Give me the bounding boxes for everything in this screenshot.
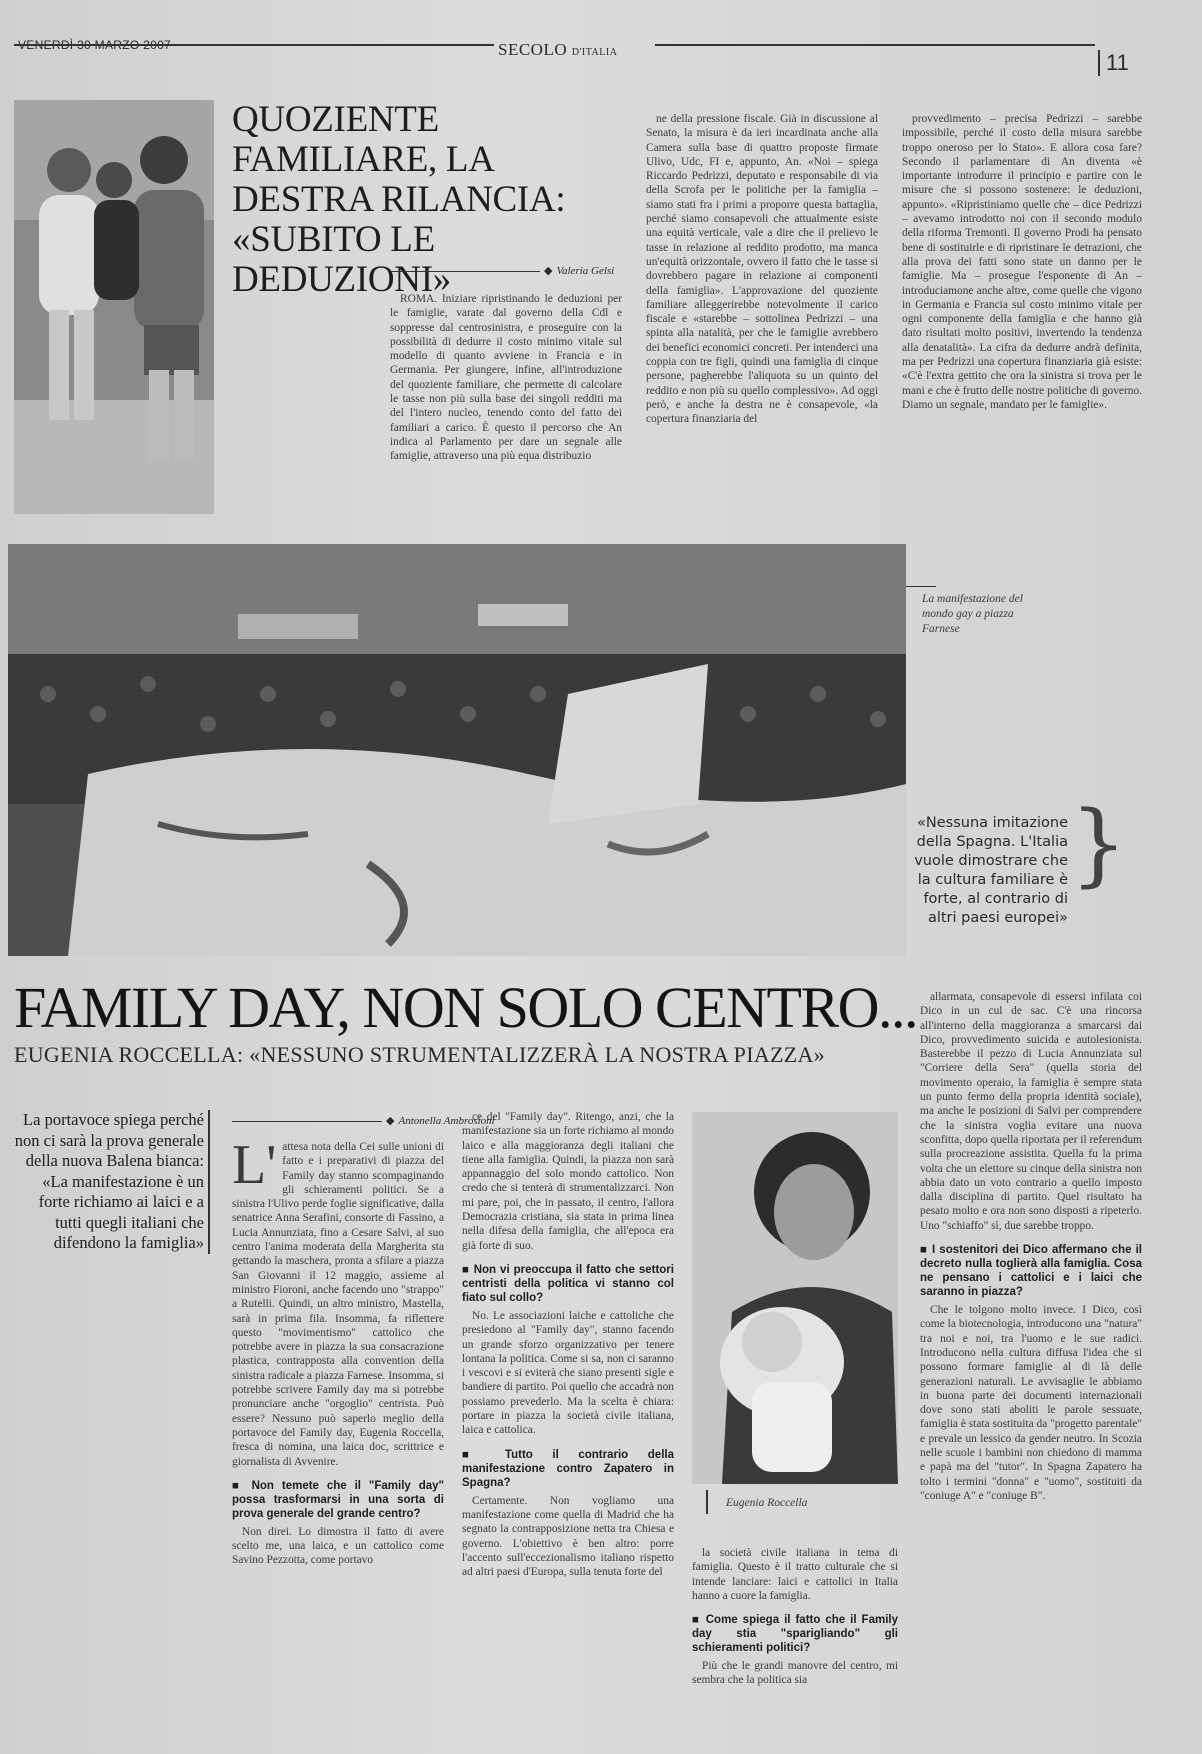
roccella-photo-caption: Eugenia Roccella xyxy=(726,1497,808,1509)
top-article-column-3 xyxy=(902,112,1142,514)
summary-box xyxy=(14,1110,210,1254)
answer-1: Non direi. Lo dimostra il fatto di avere scelto me, una laica, e un cattolico come Savino Pezzotta, come portavo xyxy=(232,1525,444,1567)
crowd-photo xyxy=(8,544,906,956)
top-article-text-1: ROMA. Iniziare ripristinando le deduzioni per le famiglie, varate dal governo della Cdl e soppresse dal centrosinistra, e proseguire con la possibilità di dedurre il costo minimo vitale sul modello di quanto avviene in Francia e in Germania. Per giungere, infine, all'introduzione del quoziente familiare, che permette di calcolare le tasse non più sulla base dei singoli redditi ma del l'intero nucleo, tenendo conto del fatto dei familiari a carico. È questo il percorso che An indica al Parlamento per dare un segnale alle famiglie, attraverso una più equa distribuzio xyxy=(390,293,622,463)
masthead-title: SECOLO xyxy=(498,40,568,59)
top-headline: QUOZIENTE FAMILIARE, LA DESTRA RILANCIA: «SUBITO LE DEDUZIONI» xyxy=(232,99,566,300)
crowd-photo-caption: La manifestazione del mondo gay a piazza Farnese xyxy=(922,593,1023,635)
pull-quote: «Nessuna imitazione della Spagna. L'Italia vuole dimostrare che la cultura familiare è forte, al contrario di altri paesi europei» xyxy=(914,815,1068,926)
main-subheadline: EUGENIA ROCCELLA: «NESSUNO STRUMENTALIZZERÀ LA NOSTRA PIAZZA» xyxy=(14,1042,825,1067)
answer-5: Che le tolgono molto invece. I Dico, così come la biotecnologia, introducono una "natura" tra noi e noi, tra l'uomo e le sue radici. Introducono nella cultura diffusa l'idea che si possono formare famiglie al di là delle generazioni naturali. Le avvisaglie le abbiamo in buona parte dei documenti internazionali dove sono stati aboliti le parole sessuate, famiglia è stata sostituita da "progetto parentale" e prevale un lessico da gender neutro. In Scozia nelle scuole i bambini non chiedono di mamma e papà ma del "tutor". In Spagna Zapatero ha tolto i termini "donna" e "uomo", sostituiti da "coniuge A" e "coniuge B". xyxy=(920,1304,1142,1502)
top-article-text-2: ne della pressione fiscale. Già in discussione al Senato, la misura è da ieri incardinata anche alla Camera sulla base di quattro proposte firmate Ulivo, Udc, FI e, appunto, An. «Noi – spiega Riccardo Pedrizzi, deputato e responsabile di via della Scrofa per le politiche per la famiglia – siamo stati fra i primi a proporre questa battaglia, perché siamo consapevoli che attualmente esiste una equità verticale, vale a dire che il prelievo le tasse in relazione al reddito prodotto, ma manca un'equità orizzontale, ovvero il fatto che le tasse si dovrebbero pagare in relazione ai componenti della famiglia». L'approvazione del quoziente familiare alleggerirebbe notevolmente il carico fiscale e «starebbe – sottolinea Pedrizzi – una spinta alla natalità, per che le famiglie avrebbero dei benefici economici concreti. Per intenderci una coppia con tre figli, quindi una famiglia di cinque persone, pagherebbe l'aliquota su un quinto del reddito e non più su quello complessivo». Ad oggi però, e anche la destra ne è consapevole, «la copertura finanziaria del xyxy=(646,113,878,426)
main-column-1 xyxy=(232,1140,444,1740)
family-photo xyxy=(14,100,214,514)
main-text-2: ce del "Family day". Ritengo, anzi, che la manifestazione sia un forte richiamo al mondo laico e alla maggioranza degli italiani che tiene alla famiglia. Quindi, la piazza non sarà appannaggio del solo mondo cattolico. Non credo che si tenterà di strumentalizzarci. Non mi pare, poi, che in passato, il centro, l'allora Democrazia cristiana, sia stata in prima linea nella difesa della famiglia, che all'epoca era già forte di suo. xyxy=(462,1111,674,1252)
top-article-text-3: provvedimento – precisa Pedrizzi – sarebbe impossibile, perché il costo della misura sarebbe troppo oneroso per lo Stato». E allora cosa fare? Secondo il parlamentare di An diventa «è importante introdurre il principio e partire con le misure che si possono sostenere: le deduzioni, appunto». «Ripristiniamo quelle che – dice Pedrizzi – avevamo introdotto noi con il secondo modulo della riforma Tremonti. Il governo Prodi ha pensato bene di sostituirle e di ripristinare le detrazioni, che alla prova dei fatti sono state un danno per le famiglie. Ma – prosegue l'esponente di An – introduciamone anche altre, come quelle che vigono in Germania e Francia sul costo minimo vitale per ogni componente della famiglia e che hanno già dato risultati molto positivi, invertendo la tendenza alla denatalità». La cifra da dedurre andrà definita, ma per Pedrizzi una copertura finanziaria già esiste: «C'è l'extra gettito che ora la sinistra si trova per le mani e che è frutto delle nostre politiche di governo. Diamo un segnale, mandato per le famiglie». xyxy=(902,113,1142,411)
drop-cap: L' xyxy=(232,1140,277,1196)
top-article-column-1 xyxy=(390,292,622,514)
main-headline: FAMILY DAY, NON SOLO CENTRO... xyxy=(14,975,918,1040)
main-column-3 xyxy=(692,1546,898,1740)
caption-rule xyxy=(906,586,936,587)
main-text-4: allarmata, consapevole di essersi infilata coi Dico in un cul de sac. C'è una rincorsa all'interno della maggioranza a smarcarsi dai Dico, provvedimento suicida e autolesionista. Basterebbe il pezzo di Lucia Annunziata sul "Corriere della Sera" (quella storia del movimento operaio, la famiglia è sempre stata un punto fermo della propria identità sociale), ma anche le posizioni di Salvi per comprendere che la sinistra voglia evitare una nuova sconfitta, dopo quella riportata per il referendum sulla procreazione assistita. Quella fu la prima volta che un elettore su cinque della sinistra non abbia dato un voto contrario a quello imposto dalla disciplina di partito. Quel risultato ha pesato molto e ora non sono disposti a ripeterlo. Uno "schiaffo" sì, due sarebbe troppo. xyxy=(920,991,1142,1232)
main-byline: ◆ Antonella Ambrosioni xyxy=(232,1114,495,1127)
question-1-text: Non temete che il "Family day" possa trasformarsi in una sorta di prova generale del grande centro? xyxy=(232,1479,444,1520)
question-2: ■ Non vi preoccupa il fatto che settori centristi della politica vi stanno col fiato sul collo? xyxy=(462,1263,674,1304)
masthead xyxy=(498,40,617,60)
answer-3: Certamente. Non vogliamo una manifestazione come quella di Madrid che ha segnato la contrapposizione netta tra Chiesa e governo. L'obiettivo è ben altro: porre l'accento sull'eccezionalismo italiano rispetto ad altri paesi d'Europa, sulla tenuta forte del xyxy=(462,1494,674,1579)
main-column-2 xyxy=(462,1110,674,1740)
pull-quote-brace: } xyxy=(1070,792,1128,897)
question-1: ■ Non temete che il "Family day" possa trasformarsi in una sorta di prova generale del grande centro? xyxy=(232,1479,444,1520)
question-4: ■ Come spiega il fatto che il Family day stia "sparigliando" gli schieramenti politici? xyxy=(692,1614,898,1655)
page-number: 11 xyxy=(1098,50,1129,76)
question-2-text: Non vi preoccupa il fatto che settori centristi della politica vi stanno col fiato sul collo? xyxy=(462,1263,674,1304)
main-text-3: la società civile italiana in tema di famiglia. Questo è il tratto culturale che si intende lanciare: laici e cattolici in Italia hanno a cuore la famiglia. xyxy=(692,1547,898,1602)
main-byline-author: Antonella Ambrosioni xyxy=(398,1115,495,1127)
answer-2: No. Le associazioni laiche e cattoliche che presiedono al "Family day", stanno facendo un grande sforzo organizzativo per tenere lontana la politica. Come si sa, non ci saranno i vescovi e si eviterà che siano presenti sigle e bandiere di partito. Poi quello che accadrà non possiamo prevederlo. Ma la scelta è chiara: portare in piazza la società civile italiana, laica e cattolica. xyxy=(462,1309,674,1437)
top-byline: ◆ Valeria Gelsi xyxy=(390,264,614,277)
question-3: ■ Tutto il contrario della manifestazione contro Zapatero in Spagna? xyxy=(462,1448,674,1489)
header-rule-right xyxy=(655,44,1095,46)
photo-caption-rule xyxy=(706,1490,708,1514)
question-5-text: I sostenitori dei Dico affermano che il decreto nulla toglierà alla famiglia. Cosa ne pensano i cattolici e i laici che saranno in piazza? xyxy=(920,1244,1142,1299)
answer-4: Più che le grandi manovre del centro, mi sembra che la politica sia xyxy=(692,1660,898,1687)
top-byline-author: Valeria Gelsi xyxy=(556,265,615,277)
top-article-column-2 xyxy=(646,112,878,514)
question-3-text: Tutto il contrario della manifestazione contro Zapatero in Spagna? xyxy=(462,1448,674,1489)
main-text-1: attesa nota della Cei sulle unioni di fatto e i preparativi di piazza del Family day stanno scompaginando gli schieramenti politici. Se a sinistra l'Ulivo perde foglie significative, dalla senatrice Anna Serafini, consorte di Fassino, a Lucia Annunziata, fino a Cesare Salvi, al suo centro l'anima moderata della Margherita sta gettando la maschera, pronta a sfilare a piazza San Giovanni il 12 maggio, assieme al ministro Fioroni, anche facendo uno "strappo" a Rutelli. Quindi, un altro ministro, Mastella, sarà in prima fila. Insomma, fa riflettere questo "movimentismo" cattolico che potrebbe avere in piazza la sua consacrazione plastica, contrapposta alla convention della sinistra radicale a piazza Farnese. Insomma, si potrebbe scrivere Family day ma si potrebbe pronunciare anche "orgoglio" centrista. Può essere? Nessuno può saperlo meglio della portavoce del Family day, Eugenia Roccella, fresca di nomina, una laica doc, scrittrice e giornalista di Avvenire. xyxy=(232,1141,444,1468)
main-column-4 xyxy=(920,990,1142,1740)
question-4-text: Come spiega il fatto che il Family day stia "sparigliando" gli schieramenti politici? xyxy=(692,1614,898,1655)
masthead-subtitle: D'ITALIA xyxy=(571,47,618,58)
summary-text: La portavoce spiega perché non ci sarà la prova generale della nuova Balena bianca: «La manifestazione è un forte richiamo ai laici e a tutti quegli italiani che difendono la famiglia» xyxy=(14,1110,210,1254)
roccella-photo xyxy=(692,1112,898,1484)
question-5: ■ I sostenitori dei Dico affermano che il decreto nulla toglierà alla famiglia. Cosa ne pensano i cattolici e i laici che saranno in piazza? xyxy=(920,1244,1142,1299)
header-rule-left xyxy=(14,44,494,46)
